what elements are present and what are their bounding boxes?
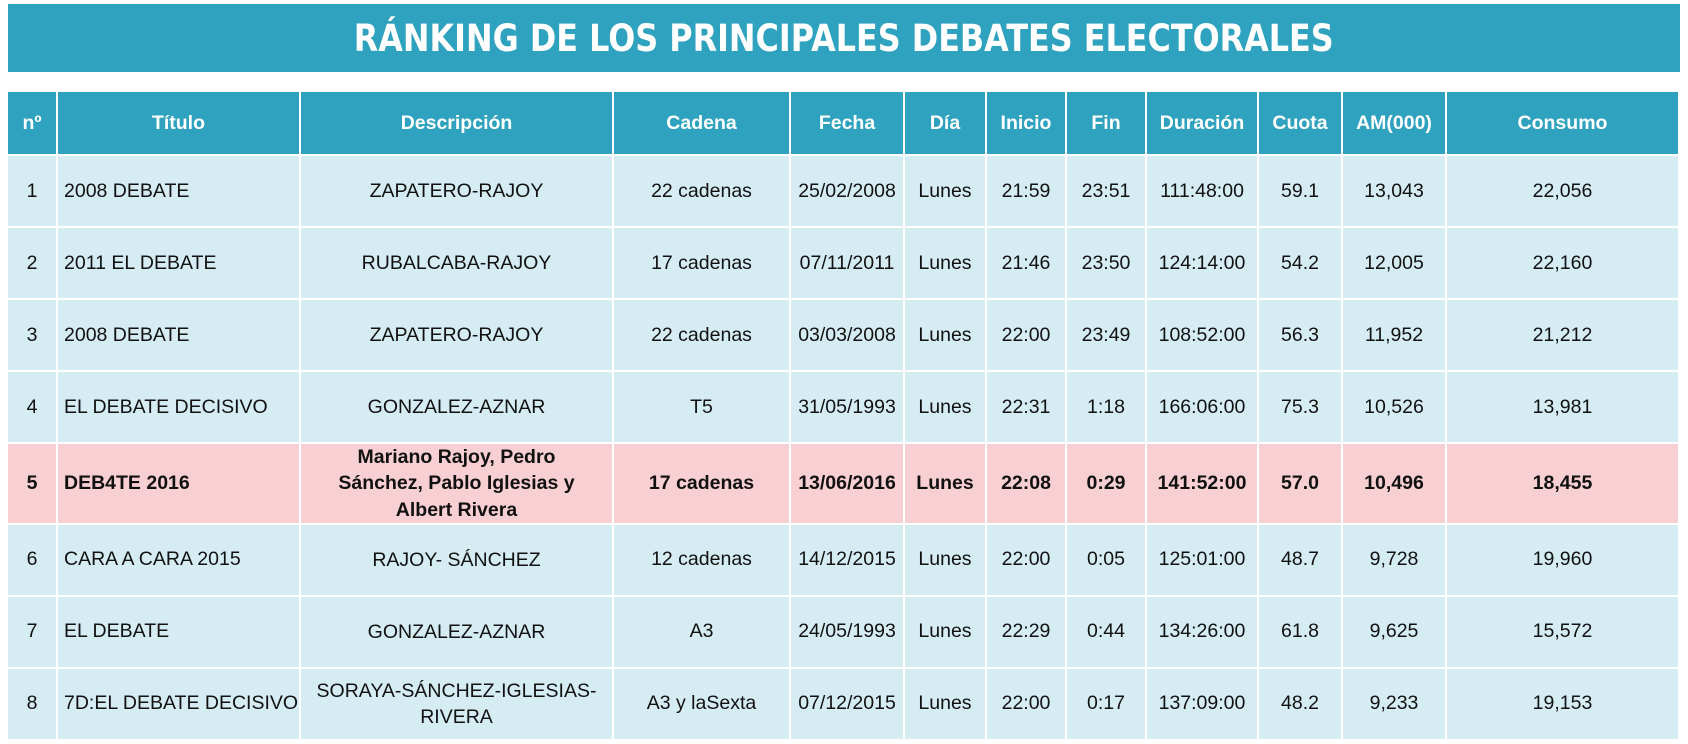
col-header-cadena: Cadena (614, 92, 791, 156)
cell-dia: Lunes (905, 444, 987, 525)
cell-am: 10,526 (1343, 372, 1447, 444)
cell-descripcion-text: ZAPATERO-RAJOY (369, 323, 544, 346)
cell-titulo: EL DEBATE DECISIVO (58, 372, 301, 444)
col-header-dia: Día (905, 92, 987, 156)
cell-dia: Lunes (905, 156, 987, 228)
cell-fin: 0:17 (1067, 669, 1147, 741)
cell-dia: Lunes (905, 669, 987, 741)
cell-titulo: EL DEBATE (58, 597, 301, 669)
table-row (8, 444, 1680, 525)
footnote-fragment (300, 736, 600, 744)
cell-descripcion (301, 669, 614, 741)
table-row (8, 597, 1680, 669)
cell-fin: 23:49 (1067, 300, 1147, 372)
cell-inicio: 22:00 (987, 669, 1067, 741)
cell-cuota: 54.2 (1259, 228, 1343, 300)
cell-dia: Lunes (905, 525, 987, 597)
cell-cadena: 12 cadenas (614, 525, 791, 597)
cell-cuota: 57.0 (1259, 444, 1343, 525)
cell-fecha: 13/06/2016 (791, 444, 905, 525)
col-header-fecha: Fecha (791, 92, 905, 156)
cell-n: 3 (8, 300, 58, 372)
cell-cuota: 48.7 (1259, 525, 1343, 597)
cell-inicio: 22:08 (987, 444, 1067, 525)
cell-am: 10,496 (1343, 444, 1447, 525)
cell-inicio: 22:29 (987, 597, 1067, 669)
cell-am: 9,233 (1343, 669, 1447, 741)
cell-descripcion-text: ZAPATERO-RAJOY (369, 179, 544, 202)
cell-cuota: 48.2 (1259, 669, 1343, 741)
cell-duracion: 111:48:00 (1147, 156, 1259, 228)
table-header-row (8, 92, 1680, 156)
col-header-cuota: Cuota (1259, 92, 1343, 156)
ranking-table (8, 92, 1680, 741)
cell-cadena: 17 cadenas (614, 444, 791, 525)
cell-duracion: 137:09:00 (1147, 669, 1259, 741)
cell-titulo: 7D:EL DEBATE DECISIVO (58, 669, 301, 741)
cell-consumo: 19,960 (1447, 525, 1680, 597)
title-banner (8, 4, 1680, 72)
table-row (8, 525, 1680, 597)
cell-inicio: 21:46 (987, 228, 1067, 300)
cell-descripcion-text: RUBALCABA-RAJOY (361, 251, 552, 274)
cell-descripcion (301, 444, 614, 525)
table-body (8, 156, 1680, 741)
cell-n: 4 (8, 372, 58, 444)
cell-dia: Lunes (905, 597, 987, 669)
cell-cuota: 59.1 (1259, 156, 1343, 228)
cell-am: 9,625 (1343, 597, 1447, 669)
cell-descripcion (301, 372, 614, 444)
cell-cadena: A3 y laSexta (614, 669, 791, 741)
cell-n: 1 (8, 156, 58, 228)
cell-consumo: 18,455 (1447, 444, 1680, 525)
cell-n: 7 (8, 597, 58, 669)
cell-cuota: 61.8 (1259, 597, 1343, 669)
cell-consumo: 21,212 (1447, 300, 1680, 372)
cell-fin: 0:29 (1067, 444, 1147, 525)
cell-titulo: DEB4TE 2016 (58, 444, 301, 525)
cell-consumo: 19,153 (1447, 669, 1680, 741)
cell-titulo: 2008 DEBATE (58, 300, 301, 372)
cell-titulo: CARA A CARA 2015 (58, 525, 301, 597)
cell-descripcion-text: GONZALEZ-AZNAR (367, 620, 546, 643)
cell-descripcion (301, 300, 614, 372)
cell-dia: Lunes (905, 300, 987, 372)
cell-cuota: 56.3 (1259, 300, 1343, 372)
cell-duracion: 124:14:00 (1147, 228, 1259, 300)
cell-duracion: 134:26:00 (1147, 597, 1259, 669)
cell-n: 6 (8, 525, 58, 597)
cell-am: 12,005 (1343, 228, 1447, 300)
cell-cuota: 75.3 (1259, 372, 1343, 444)
cell-descripcion-text: SORAYA-SÁNCHEZ-IGLESIAS-RIVERA (316, 679, 597, 728)
col-header-consumo: Consumo (1447, 92, 1680, 156)
cell-cadena: 22 cadenas (614, 300, 791, 372)
cell-descripcion-text: Mariano Rajoy, Pedro Sánchez, Pablo Iglesias y Albert Rivera (338, 446, 575, 521)
col-header-duracion: Duración (1147, 92, 1259, 156)
cell-am: 11,952 (1343, 300, 1447, 372)
cell-fecha: 07/12/2015 (791, 669, 905, 741)
cell-fin: 23:50 (1067, 228, 1147, 300)
cell-fin: 23:51 (1067, 156, 1147, 228)
cell-descripcion (301, 156, 614, 228)
cell-duracion: 166:06:00 (1147, 372, 1259, 444)
cell-descripcion (301, 525, 614, 597)
cell-inicio: 22:31 (987, 372, 1067, 444)
cell-consumo: 13,981 (1447, 372, 1680, 444)
col-header-n: nº (8, 92, 58, 156)
cell-titulo: 2011 EL DEBATE (58, 228, 301, 300)
cell-titulo: 2008 DEBATE (58, 156, 301, 228)
table-row (8, 300, 1680, 372)
cell-duracion: 108:52:00 (1147, 300, 1259, 372)
cell-descripcion-text: RAJOY- SÁNCHEZ (372, 548, 541, 571)
cell-fin: 0:44 (1067, 597, 1147, 669)
cell-fecha: 07/11/2011 (791, 228, 905, 300)
cell-consumo: 22,056 (1447, 156, 1680, 228)
table-row (8, 669, 1680, 741)
cell-fin: 1:18 (1067, 372, 1147, 444)
cell-cadena: T5 (614, 372, 791, 444)
table-row (8, 228, 1680, 300)
cell-inicio: 22:00 (987, 300, 1067, 372)
cell-dia: Lunes (905, 228, 987, 300)
cell-n: 8 (8, 669, 58, 741)
cell-fin: 0:05 (1067, 525, 1147, 597)
cell-am: 13,043 (1343, 156, 1447, 228)
cell-inicio: 21:59 (987, 156, 1067, 228)
col-header-fin: Fin (1067, 92, 1147, 156)
cell-fecha: 14/12/2015 (791, 525, 905, 597)
col-header-inicio: Inicio (987, 92, 1067, 156)
table-row (8, 372, 1680, 444)
cell-duracion: 141:52:00 (1147, 444, 1259, 525)
cell-cadena: 17 cadenas (614, 228, 791, 300)
cell-inicio: 22:00 (987, 525, 1067, 597)
table-row (8, 156, 1680, 228)
col-header-am: AM(000) (1343, 92, 1447, 156)
cell-descripcion (301, 597, 614, 669)
cell-fecha: 24/05/1993 (791, 597, 905, 669)
page-title: RÁNKING DE LOS PRINCIPALES DEBATES ELECTORALES (354, 16, 1334, 60)
cell-dia: Lunes (905, 372, 987, 444)
cell-fecha: 25/02/2008 (791, 156, 905, 228)
cell-fecha: 03/03/2008 (791, 300, 905, 372)
cell-consumo: 15,572 (1447, 597, 1680, 669)
cell-descripcion (301, 228, 614, 300)
cell-cadena: 22 cadenas (614, 156, 791, 228)
cell-n: 5 (8, 444, 58, 525)
cell-n: 2 (8, 228, 58, 300)
cell-am: 9,728 (1343, 525, 1447, 597)
cell-duracion: 125:01:00 (1147, 525, 1259, 597)
cell-cadena: A3 (614, 597, 791, 669)
cell-fecha: 31/05/1993 (791, 372, 905, 444)
col-header-descripcion: Descripción (301, 92, 614, 156)
col-header-titulo: Título (58, 92, 301, 156)
cell-descripcion-text: GONZALEZ-AZNAR (367, 395, 546, 418)
cell-consumo: 22,160 (1447, 228, 1680, 300)
